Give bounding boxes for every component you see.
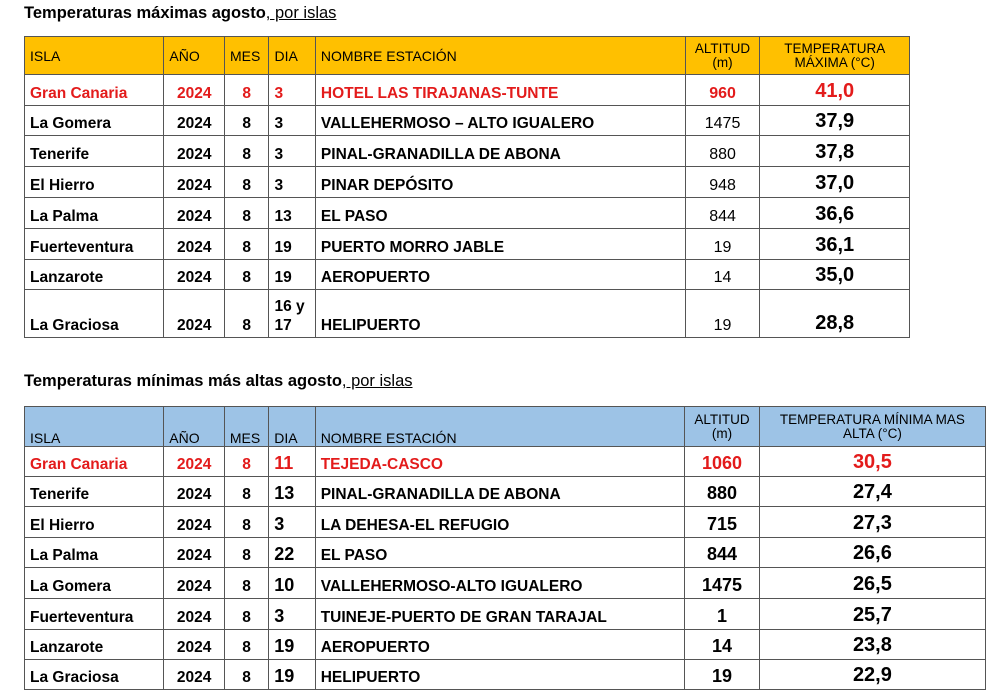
- table-row: [25, 630, 986, 660]
- cell-estacion: LA DEHESA-EL REFUGIO: [315, 507, 684, 538]
- cell-ano: 2024: [164, 260, 225, 290]
- header-mes: MES: [224, 407, 268, 447]
- header-temperatura: TEMPERATURA MÍNIMA MAS ALTA (°C): [759, 407, 985, 447]
- cell-mes: 8: [225, 75, 269, 106]
- cell-altitud: 19: [685, 290, 760, 338]
- cell-estacion: EL PASO: [315, 198, 685, 229]
- min-table-body: [25, 447, 986, 690]
- cell-temperatura: 22,9: [759, 660, 985, 690]
- table-row: [25, 106, 910, 136]
- cell-isla: La Palma: [25, 198, 164, 229]
- cell-isla: El Hierro: [25, 507, 164, 538]
- table-row: [25, 599, 986, 630]
- cell-isla: Fuerteventura: [25, 599, 164, 630]
- header-altitud: ALTITUD (m): [685, 407, 760, 447]
- cell-temperatura: 35,0: [760, 260, 910, 290]
- cell-altitud: 880: [685, 477, 760, 507]
- cell-dia: 3: [269, 507, 315, 538]
- cell-dia: 3: [269, 599, 315, 630]
- cell-estacion: TUINEJE-PUERTO DE GRAN TARAJAL: [315, 599, 684, 630]
- min-table-title: [24, 372, 413, 391]
- cell-isla: La Palma: [25, 538, 164, 568]
- cell-mes: 8: [224, 630, 268, 660]
- cell-estacion: HELIPUERTO: [315, 290, 685, 338]
- header-dia: DIA: [269, 407, 315, 447]
- cell-temperatura: 23,8: [759, 630, 985, 660]
- cell-isla: Fuerteventura: [25, 229, 164, 260]
- cell-ano: 2024: [164, 477, 225, 507]
- cell-dia: 13: [269, 477, 315, 507]
- cell-altitud: 14: [685, 260, 760, 290]
- cell-temperatura: 37,9: [760, 106, 910, 136]
- cell-isla: Gran Canaria: [25, 75, 164, 106]
- cell-ano: 2024: [164, 660, 225, 690]
- cell-temperatura: 37,8: [760, 136, 910, 167]
- cell-ano: 2024: [164, 167, 225, 198]
- cell-ano: 2024: [164, 290, 225, 338]
- cell-dia: 19: [269, 260, 315, 290]
- header-estacion: NOMBRE ESTACIÓN: [315, 407, 684, 447]
- cell-isla: La Graciosa: [25, 290, 164, 338]
- cell-estacion: HOTEL LAS TIRAJANAS-TUNTE: [315, 75, 685, 106]
- cell-isla: Lanzarote: [25, 260, 164, 290]
- cell-dia: 3: [269, 167, 315, 198]
- cell-mes: 8: [224, 538, 268, 568]
- cell-ano: 2024: [164, 599, 225, 630]
- cell-mes: 8: [224, 660, 268, 690]
- cell-temperatura: 25,7: [759, 599, 985, 630]
- min-header-row: [25, 407, 986, 447]
- header-isla: ISLA: [25, 37, 164, 75]
- cell-dia: 19: [269, 660, 315, 690]
- cell-isla: Gran Canaria: [25, 447, 164, 477]
- cell-ano: 2024: [164, 198, 225, 229]
- cell-mes: 8: [225, 106, 269, 136]
- table-row: [25, 290, 910, 338]
- cell-temperatura: 37,0: [760, 167, 910, 198]
- cell-ano: 2024: [164, 538, 225, 568]
- cell-altitud: 14: [685, 630, 760, 660]
- cell-dia: 3: [269, 75, 315, 106]
- header-estacion: NOMBRE ESTACIÓN: [315, 37, 685, 75]
- table-row: [25, 198, 910, 229]
- cell-estacion: PINAL-GRANADILLA DE ABONA: [315, 136, 685, 167]
- cell-temperatura: 41,0: [760, 75, 910, 106]
- table-row: [25, 75, 910, 106]
- cell-mes: 8: [225, 229, 269, 260]
- cell-altitud: 844: [685, 198, 760, 229]
- cell-estacion: PINAL-GRANADILLA DE ABONA: [315, 477, 684, 507]
- table-row: [25, 538, 986, 568]
- cell-mes: 8: [224, 477, 268, 507]
- min-title-rest: , por islas: [341, 372, 413, 390]
- cell-temperatura: 30,5: [759, 447, 985, 477]
- cell-altitud: 19: [685, 229, 760, 260]
- table-row: [25, 167, 910, 198]
- cell-altitud: 1475: [685, 568, 760, 599]
- cell-altitud: 948: [685, 167, 760, 198]
- table-row: [25, 477, 986, 507]
- cell-isla: Lanzarote: [25, 630, 164, 660]
- cell-isla: El Hierro: [25, 167, 164, 198]
- cell-estacion: EL PASO: [315, 538, 684, 568]
- cell-dia: 22: [269, 538, 315, 568]
- cell-dia: 3: [269, 106, 315, 136]
- table-row: [25, 507, 986, 538]
- cell-altitud: 1060: [685, 447, 760, 477]
- cell-estacion: VALLEHERMOSO – ALTO IGUALERO: [315, 106, 685, 136]
- table-row: [25, 660, 986, 690]
- table-row: [25, 229, 910, 260]
- header-isla: ISLA: [25, 407, 164, 447]
- cell-ano: 2024: [164, 106, 225, 136]
- max-title-bold: Temperaturas máximas agosto: [24, 4, 266, 22]
- cell-mes: 8: [225, 167, 269, 198]
- cell-altitud: 844: [685, 538, 760, 568]
- cell-estacion: HELIPUERTO: [315, 660, 684, 690]
- cell-dia: 10: [269, 568, 315, 599]
- cell-temperatura: 27,4: [759, 477, 985, 507]
- header-dia: DIA: [269, 37, 315, 75]
- table-row: [25, 136, 910, 167]
- cell-estacion: PUERTO MORRO JABLE: [315, 229, 685, 260]
- cell-ano: 2024: [164, 568, 225, 599]
- min-title-bold: Temperaturas mínimas más altas agosto: [24, 372, 342, 390]
- cell-ano: 2024: [164, 447, 225, 477]
- table-row: [25, 260, 910, 290]
- table-row: [25, 568, 986, 599]
- max-header-row: [25, 37, 910, 75]
- cell-dia: 16 y 17: [269, 290, 315, 338]
- cell-altitud: 715: [685, 507, 760, 538]
- max-temperature-table: [24, 36, 910, 338]
- cell-altitud: 960: [685, 75, 760, 106]
- table-row: [25, 447, 986, 477]
- max-title-rest: , por islas: [265, 4, 337, 22]
- cell-temperatura: 26,6: [759, 538, 985, 568]
- cell-dia: 11: [269, 447, 315, 477]
- cell-isla: Tenerife: [25, 477, 164, 507]
- cell-dia: 19: [269, 229, 315, 260]
- cell-temperatura: 36,1: [760, 229, 910, 260]
- cell-mes: 8: [225, 260, 269, 290]
- cell-mes: 8: [225, 290, 269, 338]
- cell-mes: 8: [225, 198, 269, 229]
- min-temperature-table: [24, 406, 986, 690]
- cell-temperatura: 36,6: [760, 198, 910, 229]
- cell-altitud: 1475: [685, 106, 760, 136]
- cell-mes: 8: [225, 136, 269, 167]
- cell-mes: 8: [224, 447, 268, 477]
- cell-estacion: AEROPUERTO: [315, 260, 685, 290]
- cell-estacion: TEJEDA-CASCO: [315, 447, 684, 477]
- cell-estacion: AEROPUERTO: [315, 630, 684, 660]
- header-mes: MES: [225, 37, 269, 75]
- cell-dia: 19: [269, 630, 315, 660]
- cell-ano: 2024: [164, 75, 225, 106]
- cell-estacion: PINAR DEPÓSITO: [315, 167, 685, 198]
- cell-isla: La Gomera: [25, 106, 164, 136]
- cell-isla: La Gomera: [25, 568, 164, 599]
- header-ano: AÑO: [164, 37, 225, 75]
- cell-mes: 8: [224, 599, 268, 630]
- cell-ano: 2024: [164, 229, 225, 260]
- cell-isla: La Graciosa: [25, 660, 164, 690]
- cell-temperatura: 26,5: [759, 568, 985, 599]
- header-ano: AÑO: [164, 407, 225, 447]
- cell-mes: 8: [224, 568, 268, 599]
- cell-isla: Tenerife: [25, 136, 164, 167]
- cell-altitud: 19: [685, 660, 760, 690]
- cell-mes: 8: [224, 507, 268, 538]
- cell-temperatura: 28,8: [760, 290, 910, 338]
- header-altitud: ALTITUD (m): [685, 37, 760, 75]
- cell-dia: 13: [269, 198, 315, 229]
- cell-altitud: 880: [685, 136, 760, 167]
- cell-altitud: 1: [685, 599, 760, 630]
- cell-ano: 2024: [164, 630, 225, 660]
- cell-dia: 3: [269, 136, 315, 167]
- cell-estacion: VALLEHERMOSO-ALTO IGUALERO: [315, 568, 684, 599]
- header-temperatura: TEMPERATURA MÁXIMA (°C): [760, 37, 910, 75]
- cell-ano: 2024: [164, 136, 225, 167]
- cell-ano: 2024: [164, 507, 225, 538]
- max-table-body: [25, 75, 910, 338]
- cell-temperatura: 27,3: [759, 507, 985, 538]
- max-table-title: [24, 4, 336, 23]
